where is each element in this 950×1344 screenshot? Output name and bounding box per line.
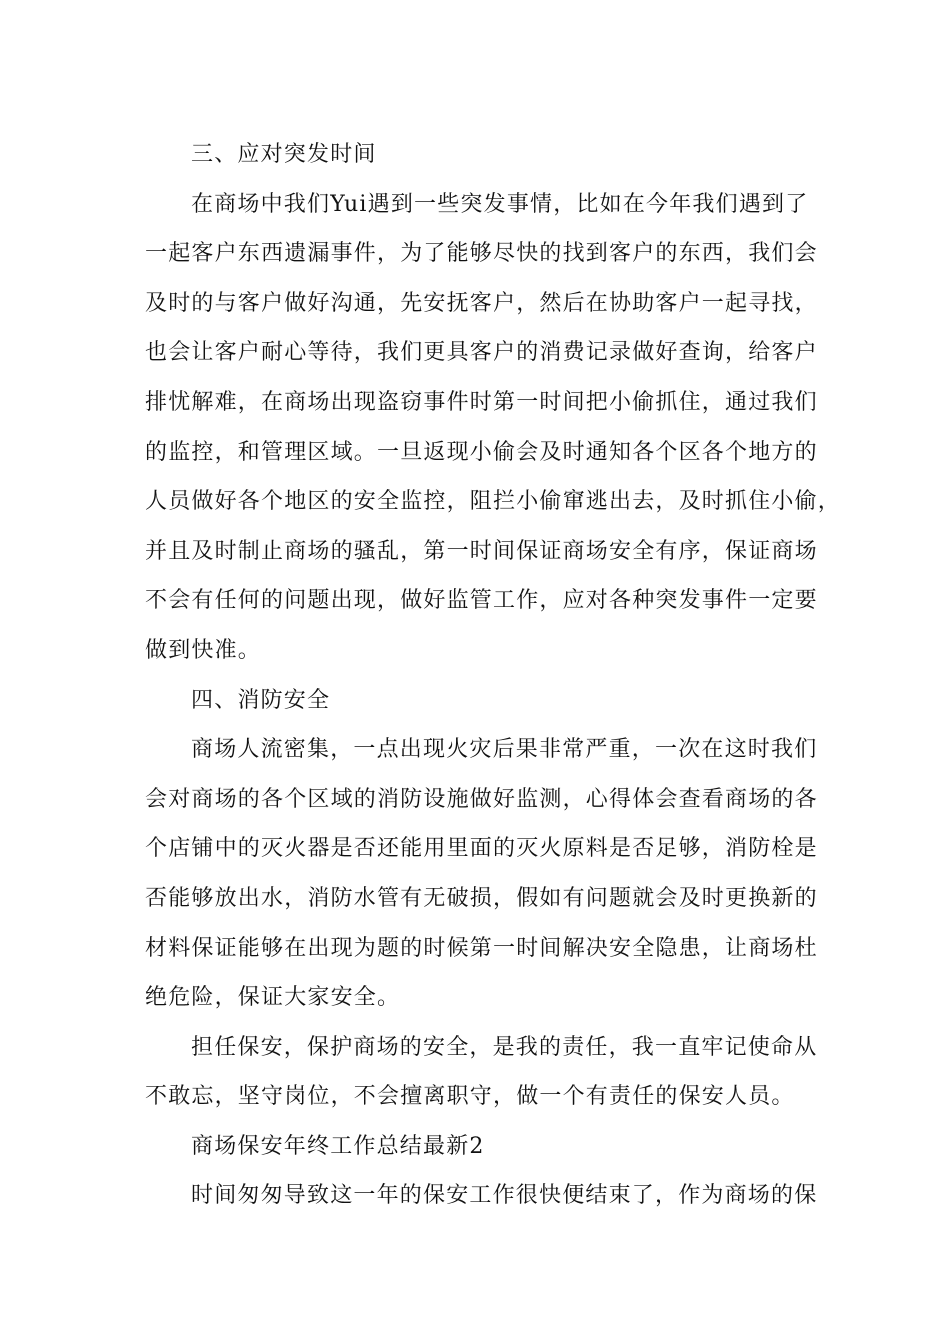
text-line: 时间匆匆导致这一年的保安工作很快便结束了，作为商场的保 xyxy=(191,1183,818,1209)
text-line: 否能够放出水，消防水管有无破损，假如有问题就会及时更换新的 xyxy=(145,885,818,911)
text-line: 担任保安，保护商场的安全，是我的责任，我一直牢记使命从 xyxy=(191,1034,818,1060)
text-line: 在商场中我们Yui遇到一些突发事情，比如在今年我们遇到了 xyxy=(191,191,809,217)
text-line: 不敢忘，坚守岗位，不会擅离职守，做一个有责任的保安人员。 xyxy=(145,1084,795,1110)
text-line: 会对商场的各个区域的消防设施做好监测，心得体会查看商场的各 xyxy=(145,786,818,812)
text-line: 材料保证能够在出现为题的时候第一时间解决安全隐患，让商场杜 xyxy=(145,935,818,961)
text-line: 并且及时制止商场的骚乱，第一时间保证商场安全有序，保证商场 xyxy=(145,538,818,564)
text-line: 商场保安年终工作总结最新2 xyxy=(191,1133,485,1159)
text-line: 三、应对突发时间 xyxy=(191,142,377,167)
text-line: 也会让客户耐心等待，我们更具客户的消费记录做好查询，给客户 xyxy=(145,340,818,366)
text-line: 的监控，和管理区域。一旦返现小偷会及时通知各个区各个地方的 xyxy=(145,439,818,465)
text-line: 排忧解难，在商场出现盗窃事件时第一时间把小偷抓住，通过我们 xyxy=(145,389,818,415)
text-line: 商场人流密集，一点出现火灾后果非常严重，一次在这时我们 xyxy=(191,737,818,763)
text-line: 四、消防安全 xyxy=(191,687,331,713)
text-line: 个店铺中的灭火器是否还能用里面的灭火原料是否足够，消防栓是 xyxy=(145,836,818,862)
text-line: 一起客户东西遗漏事件，为了能够尽快的找到客户的东西，我们会 xyxy=(145,241,818,267)
text-line: 做到快准。 xyxy=(145,637,262,663)
text-line: 人员做好各个地区的安全监控，阻拦小偷窜逃出去，及时抓住小偷， xyxy=(145,489,842,515)
text-line: 绝危险，保证大家安全。 xyxy=(145,985,401,1011)
text-line: 及时的与客户做好沟通，先安抚客户，然后在协助客户一起寻找， xyxy=(145,290,818,316)
text-line: 不会有任何的问题出现，做好监管工作，应对各种突发事件一定要 xyxy=(145,588,818,614)
